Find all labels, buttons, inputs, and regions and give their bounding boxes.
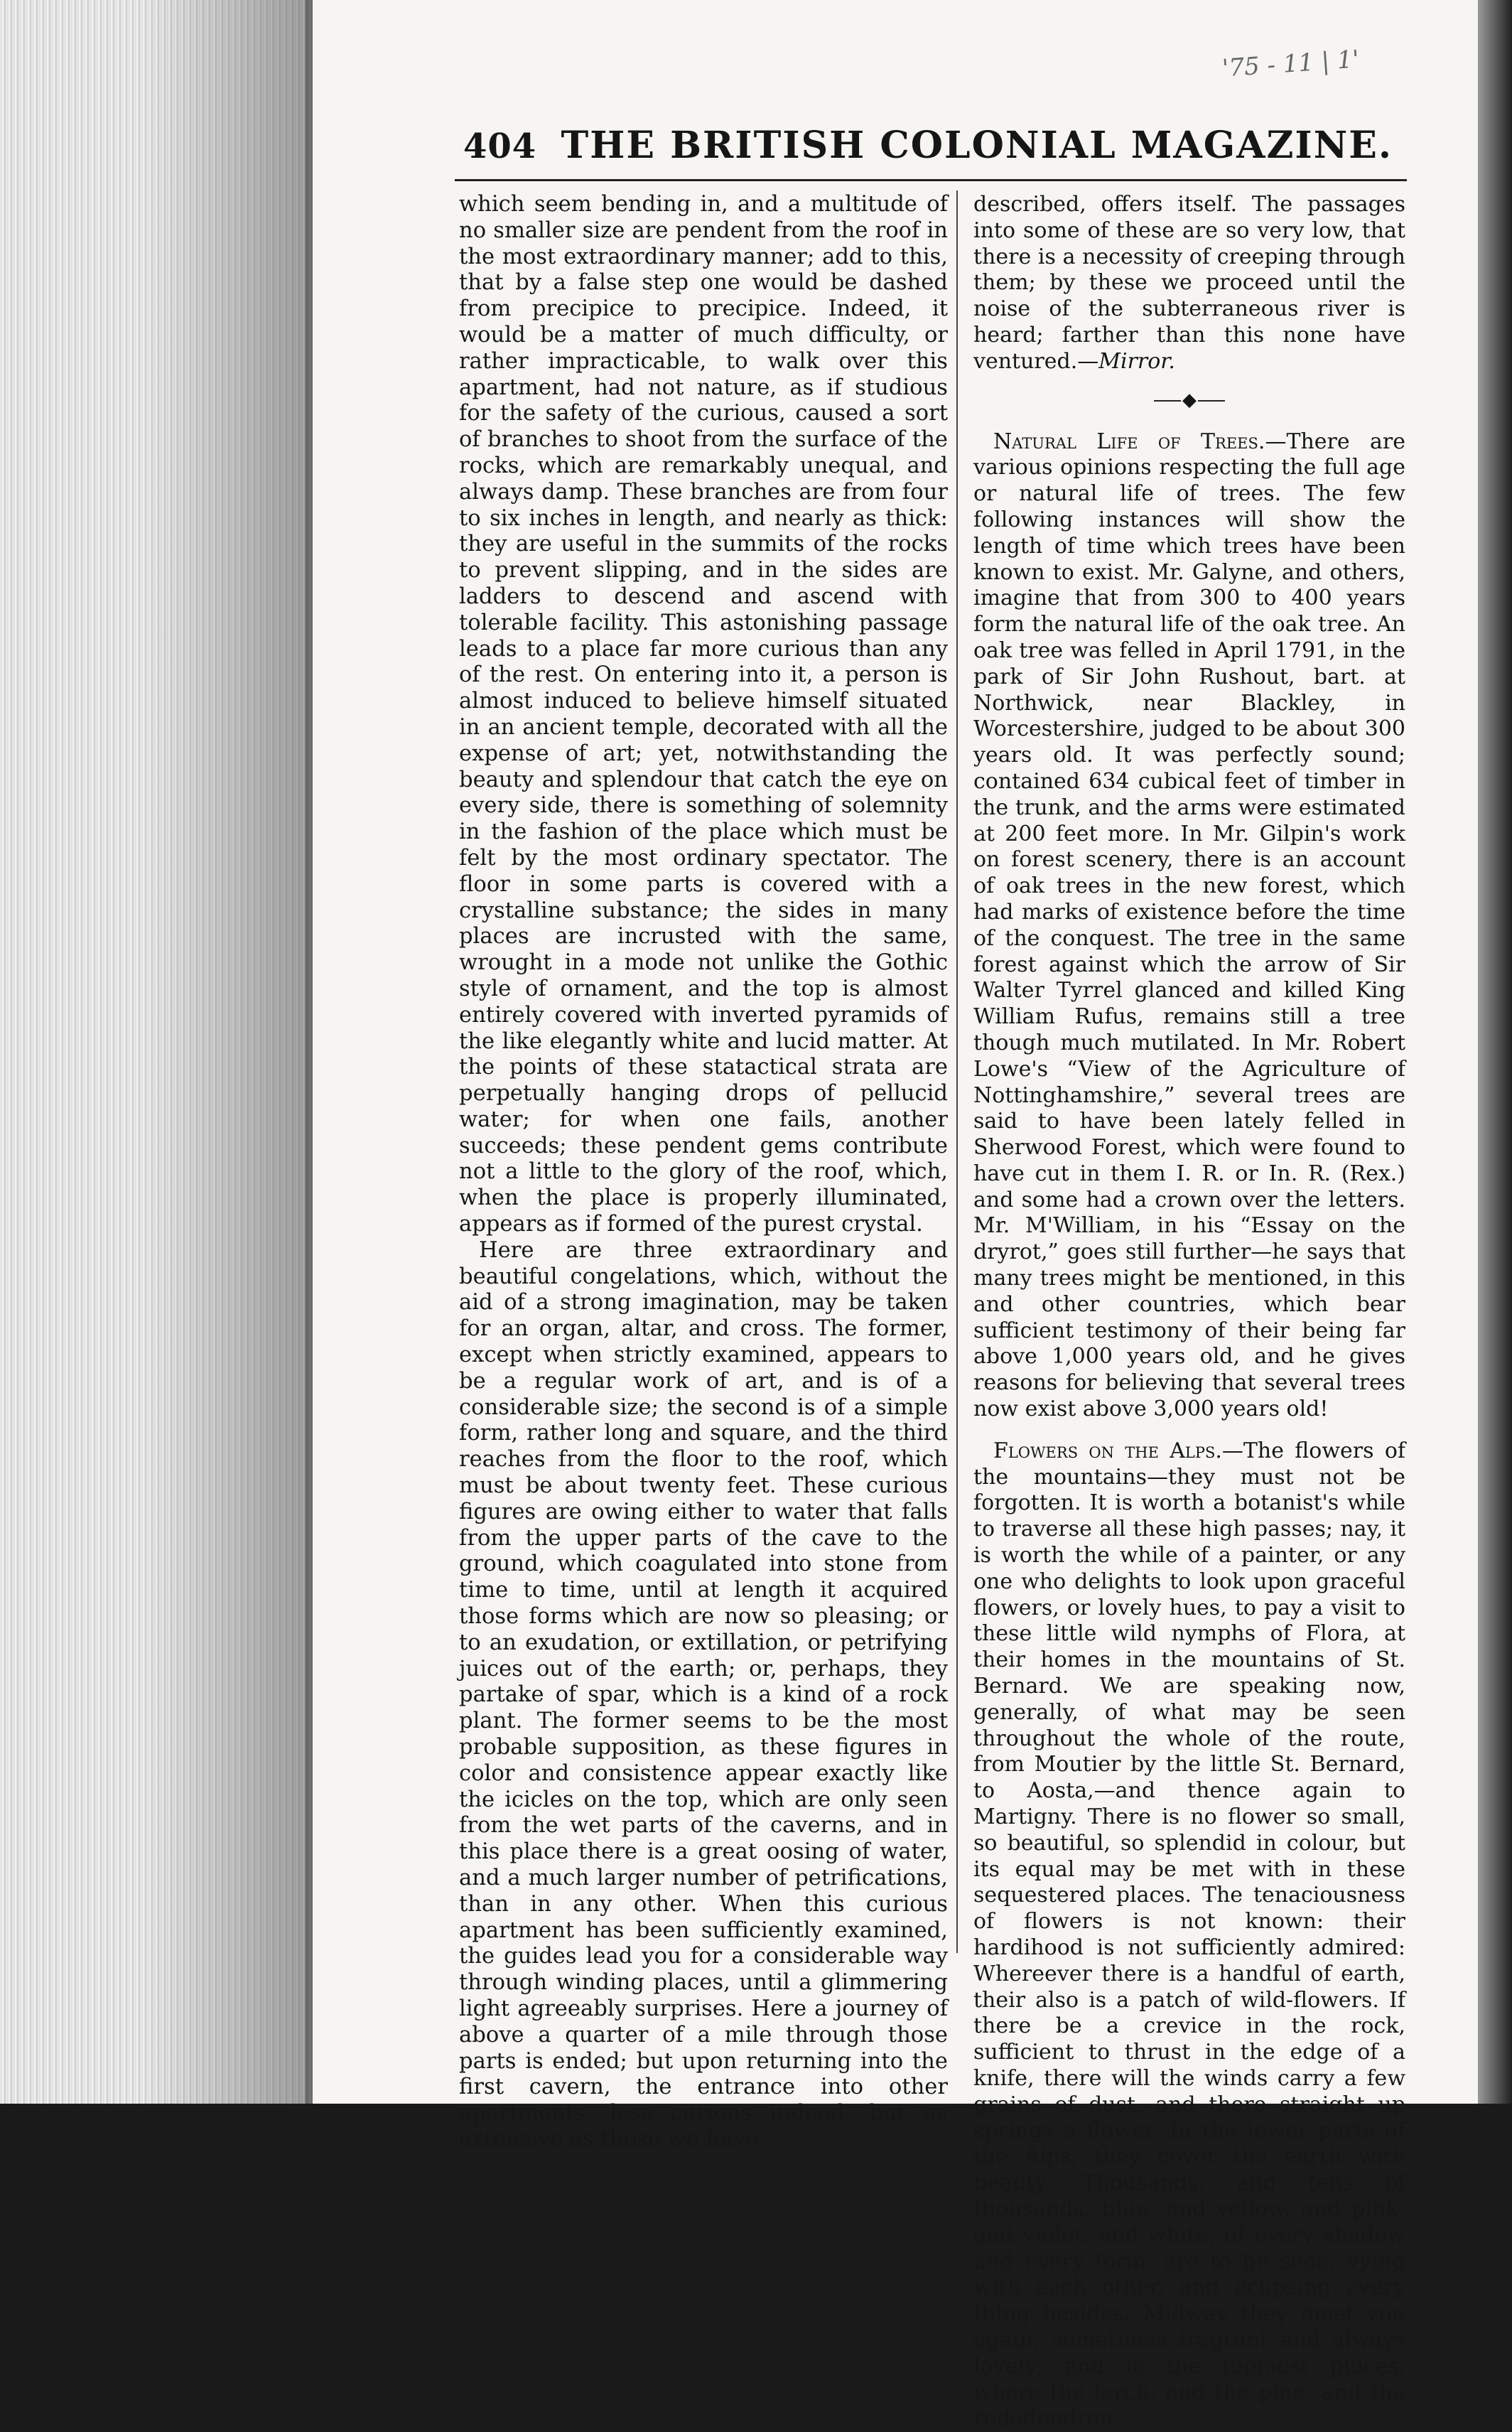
header-rule bbox=[455, 179, 1407, 181]
left-paragraph-2: Here are three extraordinary and beautiful congelations, which, without the aid of a strong imagination, may be taken for an organ, altar, and cross. The former, except when strictly examined, appears to be a regular work of art, and is of a considerable size; the second is of a simple form, rather long and square, and the third reaches from the floor to the roof, which must be about twenty feet. These curious figures are owing either to water that falls from the upper parts of the cave to the ground, which coagulated into stone from time to time, until at length it acquired those forms which are now so pleasing; or to an exudation, or extillation, or petrifying juices out of the earth; or, perhaps, they partake of spar, which is a kind of a rock plant. The former seems to be the most probable supposition, as these figures in color and consistence appear exactly like the icicles on the top, which are only seen from the wet parts of the caverns, and in this place there is a great oosing of water, and a much larger number of petrifications, than in any other. When this curious apartment has been sufficiently examined, the guides lead you for a considerable way through winding places, until a glimmering light agreeably surprises. Here a journey of above a quarter of a mile through those parts is ended; but upon returning into the first cavern, the entrance into other apartments, less curious indeed, but as extensive as those we have bbox=[459, 1237, 948, 2152]
right-edge-border bbox=[1478, 0, 1512, 2104]
right-column bbox=[973, 192, 1405, 2432]
page-number: 404 bbox=[463, 127, 537, 166]
right-paragraph-1-text: described, offers itself. The passages into some of these are so very low, that there is a necessity of creeping through them; by these we proceed until the noise of the subterraneous river is heard; farther than this none have ventured.— bbox=[973, 192, 1405, 374]
article-trees-heading: Natural Life of Trees. bbox=[993, 429, 1265, 454]
article-flowers bbox=[973, 1438, 1405, 2432]
article-trees bbox=[973, 429, 1405, 1423]
source-attribution: Mirror. bbox=[1098, 348, 1175, 374]
section-ornament bbox=[973, 391, 1405, 409]
left-paragraph-1: which seem bending in, and a multitude of no smaller size are pendent from the roof in the most extraordinary manner; add to this, that by a false step one would be dashed from precipice to precipice. Indeed, it would be a matter of much difficulty, or rather impracticable, to walk over this apartment, had not nature, as if studious for the safety of the curious, caused a sort of branches to shoot from the surface of the rocks, which are remarkably unequal, and always damp. These branches are from four to six inches in length, and nearly as thick: they are useful in the summits of the rocks to prevent slipping, and in the sides are ladders to descend and ascend with tolerable facility. This astonishing passage leads to a place far more curious than any of the rest. On entering into it, a person is almost induced to believe himself situated in an ancient temple, decorated with all the expense of art; yet, notwithstanding the beauty and splendour that catch the eye on every side, there is something of solemnity in the fashion of the place which must be felt by the most ordinary spectator. The floor in some parts is covered with a crystalline substance; the sides in many places are incrusted with the same, wrought in a mode not unlike the Gothic style of ornament, and the top is almost entirely covered with inverted pyramids of the like elegantly white and lucid matter. At the points of these statactical strata are perpetually hanging drops of pellucid water; for when one fails, another succeeds; these pendent gems contribute not a little to the glory of the roof, which, when the place is properly illuminated, appears as if formed of the purest crystal. bbox=[459, 192, 948, 1237]
column-divider bbox=[956, 190, 958, 1953]
article-trees-body: —There are various opinions respecting the full age or natural life of trees. The few following instances will show the length of time which trees have been known to exist. Mr. Galyne, and others, imagine that from 300 to 400 years form the natural life of the oak tree. An oak tree was felled in April 1791, in the park of Sir John Rushout, bart. at Northwick, near Blackley, in Worcestershire, judged to be about 300 years old. It was perfectly sound; contained 634 cubical feet of timber in the trunk, and the arms were estimated at 200 feet more. In Mr. Gilpin's work on forest scenery, there is an account of oak trees in the new forest, which had marks of existence before the time of the conquest. The tree in the same forest against which the arrow of Sir Walter Tyrrel glanced and killed King William Rufus, remains still a tree though much mutilated. In Mr. Robert Lowe's “View of the Agriculture of Nottinghamshire,” several trees are said to have been lately felled in Sherwood Forest, which were found to have cut in them I. R. or In. R. (Rex.) and some had a crown over the letters. Mr. M'William, in his “Essay on the dryrot,” goes still further—he says that many trees might be mentioned, in this and other countries, which bear sufficient testimony of their being far above 1,000 years old, and he gives reasons for believing that several trees now exist above 3,000 years old! bbox=[973, 429, 1406, 1422]
right-paragraph-1 bbox=[973, 192, 1405, 375]
ornament-diamond-icon: ◆ bbox=[1182, 389, 1197, 411]
running-title: THE BRITISH COLONIAL MAGAZINE. bbox=[561, 124, 1393, 167]
article-spacer bbox=[973, 1423, 1405, 1438]
left-column bbox=[459, 192, 948, 2153]
ornament-bar-right bbox=[1198, 400, 1225, 402]
page-edge-shadow bbox=[142, 0, 313, 2104]
article-flowers-heading: Flowers on the Alps. bbox=[993, 1438, 1222, 1463]
handwritten-marginalia: '75 - 11 | 1' bbox=[1221, 45, 1361, 83]
article-flowers-body: —The flowers of the mountains—they must not be forgotten. It is worth a botanist's while to traverse all these high passes; nay, it is worth the while of a painter, or any one who delights to look upon graceful flowers, or lovely hues, to pay a visit to these little wild nymphs of Flora, at their homes in the mountains of St. Bernard. We are speaking now, generally, of what may be seen throughout the whole of the route, from Moutier by the little St. Bernard, to Aosta,—and thence again to Martigny. There is no flower so small, so beautiful, so splendid in colour, but its equal may be met with in these sequestered places. The tenaciousness of flowers is not known: their hardihood is not sufficiently admired: Whereever there is a handful of earth, their also is a patch of wild-flowers. If there be a crevice in the rock, sufficient to thrust in the edge of a knife, there will the winds carry a few grains of dust, and there straight up springs a flower. In the lower parts of the Alps, they cover the earth with beauty. Thousands, and tens of thousands, blue, and yellow, and pink, and violet, and white, of every shadow and every form, are to be seen, vying with each other, and eclipsing every thing besides. Midway they meet you again, sometimes fragrant and always lovely; and in the topmost ploces, where the larch, and the pine, and the rododendron bbox=[973, 1438, 1405, 2431]
magazine-page bbox=[313, 0, 1478, 2431]
ornament-bar-left bbox=[1154, 400, 1181, 402]
